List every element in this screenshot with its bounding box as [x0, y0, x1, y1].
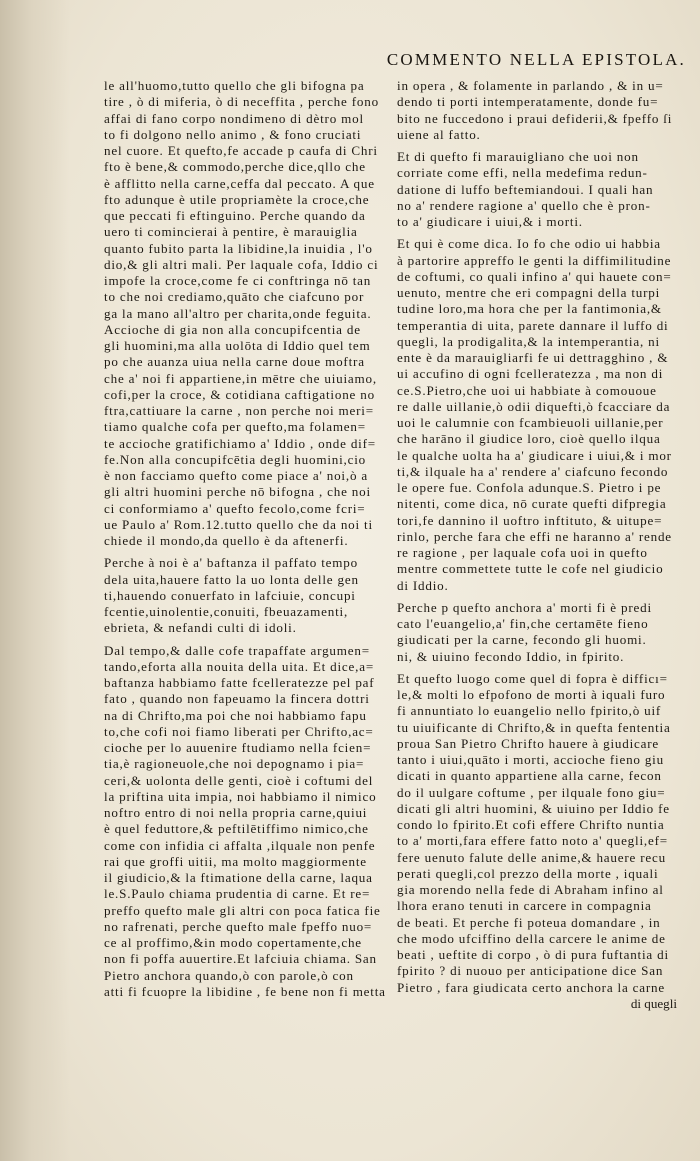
- text-line: de coftumi, co quali infino a' qui hauete con=: [397, 268, 672, 284]
- text-line: ni, & uiuino fecondo Iddio, in fpirito.: [397, 648, 625, 664]
- text-line: il giudicio,& la ftimatione della carne, laqua: [104, 870, 373, 885]
- text-line: tu uiuificante di Chrifto,& in quefta fententia: [397, 719, 671, 735]
- text-line: che harāno il giudice loro, cioè quello ilqua: [397, 431, 661, 447]
- text-line: cofi,per la croce, & cotidiana caftigatione no: [104, 386, 375, 402]
- text-line: le all'huomo,tutto quello che gli bifogna pa: [104, 78, 365, 93]
- text-line: di quegli: [630, 995, 677, 1011]
- text-line: gia morendo nella fede di Abraham infino al: [397, 882, 664, 897]
- text-line: nitenti, come dica, nō curate quefti difpregia: [397, 496, 667, 512]
- text-line: giudicati per la carne, fecondo gli huomi.: [397, 632, 647, 648]
- text-line: fe.Non alla concupifcētia degli huomini,cio: [104, 451, 367, 467]
- text-line: fi annuntiato lo euangelio nello fpirito,ò uif: [397, 703, 662, 719]
- text-line: uoi le calumnie con fcambieuoli uillanie,per: [397, 415, 664, 430]
- paragraph: [104, 643, 386, 1001]
- text-line: tudine loro,ma hora che per la fantimonia,&: [397, 301, 662, 317]
- text-line: ti,hauendo conuerfato in lafciuie, concupi: [104, 587, 356, 603]
- text-line: quanto fubito parta la libidine,la inuidia , l'o: [104, 240, 373, 256]
- text-line: uenuto, mentre che eri compagni della turpi: [397, 285, 661, 300]
- text-line: gli altri huomini perche nō bifogna , che noi: [104, 484, 371, 500]
- paragraph: [397, 78, 687, 143]
- text-line: in opera , & folamente in parlando , & in u=: [397, 78, 664, 93]
- text-line: è non facciamo quefto come piace a' noi,ò a: [104, 468, 368, 483]
- text-line: fpirito ? di nuouo per anticipatione dice San: [397, 963, 664, 979]
- text-line: to fi dolgono nello animo , & fono cruciati: [104, 126, 362, 142]
- text-line: dicati gli altri huomini, & uiuino per Iddio fe: [397, 800, 670, 816]
- text-line: mentre commettete tutte le cofe nel giudicio: [397, 561, 664, 577]
- text-line: fto adunque è utile propriamète la croce,che: [104, 191, 370, 207]
- paragraph: [104, 555, 386, 636]
- text-line: la priftina uita impia, noi habbiamo il nimico: [104, 788, 377, 804]
- text-line: non fi poffa auuertire.Et lafciuia chiama. San: [104, 951, 377, 967]
- text-line: po che auanza uiua nella carne doue moftra: [104, 354, 365, 370]
- text-line: fato , quando non fapeuamo la fincera dottri: [104, 691, 370, 707]
- text-line: le,& molti lo efpofono de morti à iquali furo: [397, 687, 666, 702]
- text-line: che a' noi fi appartiene,in mētre che uiuiamo,: [104, 370, 377, 386]
- text-line: è quel feduttore,& peftilētiffimo nimico,che: [104, 821, 369, 837]
- text-line: dio,& gli altri mali. Per laquale cofa, Iddio ci: [104, 256, 379, 272]
- paragraph: [397, 600, 687, 665]
- text-line: fcentie,uinolentie,conuiti, fbeuazamenti,: [104, 604, 349, 619]
- text-line: che modo ufciffino della carcere le anime de: [397, 930, 666, 946]
- text-line: tiamo qualche cofa per quefto,ma folamen=: [104, 419, 366, 435]
- text-line: condo lo fpirito.Et cofi effere Chrifto nuntia: [397, 817, 665, 832]
- text-line: re dalle uillanie,ò odii diquefti,ò fcacciare da: [397, 398, 671, 414]
- text-line: cioche per lo auuenire ftudiamo nella fcien=: [104, 740, 372, 755]
- text-line: tanto i uiui,quāto i morti, accioche fieno giu: [397, 752, 664, 767]
- text-line: è afflitto nella carne,ceffa dal peccato. A que: [104, 175, 375, 191]
- text-line: tia,è ragioneuole,che noi depognamo i pia=: [104, 756, 365, 772]
- text-line: datione di luffo beftemiandoui. I quali han: [397, 181, 654, 197]
- text-line: noftro entro di noi nella propria carne,quiui: [104, 805, 368, 820]
- page-gutter-shadow: [0, 0, 70, 1161]
- text-line: ti,& ilquale ha a' rendere a' ciafcuno fecondo: [397, 463, 669, 479]
- left-text-column: [104, 78, 386, 1006]
- text-line: Pietro , fara giudicata certo anchora la carne: [397, 979, 665, 995]
- text-line: do il uulgare coftume , per ilquale fono giu=: [397, 784, 666, 800]
- text-line: de beati. Et perche fi poteua domandare , in: [397, 914, 661, 930]
- text-line: nel cuore. Et quefto,fe accade p caufa di Chri: [104, 143, 378, 158]
- text-line: le qualche uolta ha a' giudicare i uiui,& i mor: [397, 447, 672, 463]
- text-line: no rafrenati, perche quefto male fpeffo nuo=: [104, 918, 373, 934]
- text-line: temperantia di uita, parete dannare il luffo di: [397, 317, 669, 333]
- text-line: chiede il mondo,da quello è da aftenerfi.: [104, 533, 349, 548]
- text-line: no a' rendere ragione a' quello che è pron-: [397, 197, 651, 213]
- text-line: ebrieta, & nefandi culti di idoli.: [104, 620, 297, 636]
- text-line: fere uenuto falute delle anime,& hauere recu: [397, 849, 666, 865]
- text-line: tire , ò di miferia, ò di neceffita , perche fono: [104, 94, 379, 110]
- text-line: affai di fano corpo nondimeno di dètro mol: [104, 110, 364, 126]
- text-line: que peccati fi eftinguino. Perche quando da: [104, 208, 366, 223]
- text-line: Et quefto luogo come quel di fopra è difficı=: [397, 670, 668, 686]
- text-line: tando,eforta alla nouita della uita. Et dice,a=: [104, 658, 375, 674]
- text-line: dendo ti porti intemperatamente, donde fu=: [397, 94, 659, 110]
- text-line: ga la mano all'altro per charita,onde feguita.: [104, 305, 372, 321]
- text-line: dicati in quanto appartiene alla carne, fecon: [397, 768, 662, 784]
- text-line: te accioche gratifichiamo a' Iddio , onde dif=: [104, 435, 376, 451]
- text-line: to a' giudicare i uiui,& i morti.: [397, 214, 583, 229]
- paragraph: [104, 78, 386, 549]
- paragraph: [397, 236, 687, 594]
- text-line: ente è da marauigliarfi fe ui dettragghino , &: [397, 350, 669, 365]
- text-line: ftra,cattiuare la carne , non perche noi meri=: [104, 403, 374, 418]
- text-line: Pietro anchora quando,ò con parole,ò con: [104, 967, 354, 983]
- text-line: fto è bene,& commodo,perche dice,qllo che: [104, 159, 366, 175]
- text-line: ci conformiamo a' quefto fecolo,come fcri=: [104, 500, 366, 516]
- text-line: bito ne fuccedono i praui defiderii,& fpeffo ſi: [397, 110, 673, 126]
- text-line: gli huomini,ma alla uolōta di Iddio quel tem: [104, 338, 371, 353]
- text-line: le opere fue. Confola adunque.S. Pietro i pe: [397, 480, 662, 495]
- running-head: COMMENTO NELLA EPISTOLA.: [386, 50, 686, 69]
- text-line: re ragione , per laquale cofa uoi in quefto: [397, 545, 648, 560]
- text-line: Perche à noi è a' baftanza il paffato tempo: [104, 555, 358, 571]
- paragraph: [397, 149, 687, 230]
- text-line: di Iddio.: [397, 577, 449, 593]
- text-line: to che noi crediamo,quāto che ciafcuno por: [104, 289, 365, 305]
- text-line: uiene al fatto.: [397, 126, 481, 142]
- text-line: le.S.Paulo chiama prudentia di carne. Et re=: [104, 886, 371, 902]
- text-line: rinlo, perche fara che effi ne haranno a' rende: [397, 528, 672, 544]
- text-line: ceri,& uolonta delle genti, cioè i coftumi del: [104, 772, 374, 788]
- text-line: ue Paulo a' Rom.12.tutto quello che da noi ti: [104, 516, 373, 532]
- text-line: na di Chrifto,ma poi che noi habbiamo fapu: [104, 707, 367, 723]
- text-line: impofe la croce,come fe ci conftringa nō tan: [104, 273, 372, 288]
- text-line: proua San Pietro Chrifto hauere à giudicare: [397, 735, 660, 751]
- right-text-column: [397, 78, 687, 1018]
- text-line: lhora erano tenuti in carcere in compagnia: [397, 898, 652, 914]
- text-line: baftanza habbiamo fatte fcelleratezze pel paf: [104, 675, 375, 690]
- text-line: Accioche di gia non alla concupifcentia de: [104, 321, 361, 337]
- text-line: to a' morti,fara effere fatto noto a' quegli,ef=: [397, 833, 668, 849]
- text-line: quegli, la prodigalita,& la intemperantia, ni: [397, 333, 660, 349]
- text-line: Et qui è come dica. Io fo che odio ui habbia: [397, 236, 661, 252]
- paragraph: [397, 671, 687, 1012]
- text-line: preffo quefto male gli altri con poca fatica fie: [104, 902, 381, 918]
- text-line: à partorire appreffo le genti la diffimilitudine: [397, 252, 672, 268]
- text-line: come con infidia ci affalta ,ilquale non penfe: [104, 837, 376, 853]
- text-line: ui accufino di ogni fcelleratezza , ma non di: [397, 366, 664, 382]
- text-line: uero ti comincierai à pentire, è marauiglia: [104, 224, 358, 240]
- text-line: cato l'euangelio,a' fin,che certamēte fieno: [397, 616, 649, 631]
- text-line: dela uita,hauere fatto la uo lonta delle gen: [104, 571, 359, 587]
- text-line: ce al proffimo,&in modo copertamente,che: [104, 935, 362, 950]
- text-line: to,che cofi noi fiamo liberati per Chrifto,ac=: [104, 723, 374, 739]
- text-line: rai que groffi uitii, ma molto maggiormente: [104, 853, 367, 869]
- text-line: corriate come effi, nella medefima redun-: [397, 165, 648, 181]
- text-line: Dal tempo,& dalle cofe trapaffate argumen=: [104, 642, 370, 658]
- text-line: Et di quefto fi marauigliano che uoi non: [397, 149, 639, 164]
- text-line: perati quegli,col prezzo della morte , iquali: [397, 865, 659, 881]
- text-line: beati , ueftite di corpo , ò di pura fuftantia di: [397, 947, 669, 962]
- text-line: Perche p quefto anchora a' morti fi è predi: [397, 599, 652, 615]
- text-line: atti fi fcuopre la libidine , fe bene non fi metta: [104, 983, 386, 999]
- text-line: tori,fe dannino il uoftro inftituto, & uitupe=: [397, 512, 663, 528]
- text-line: ce.S.Pietro,che uoi ui habbiate à comououe: [397, 382, 657, 398]
